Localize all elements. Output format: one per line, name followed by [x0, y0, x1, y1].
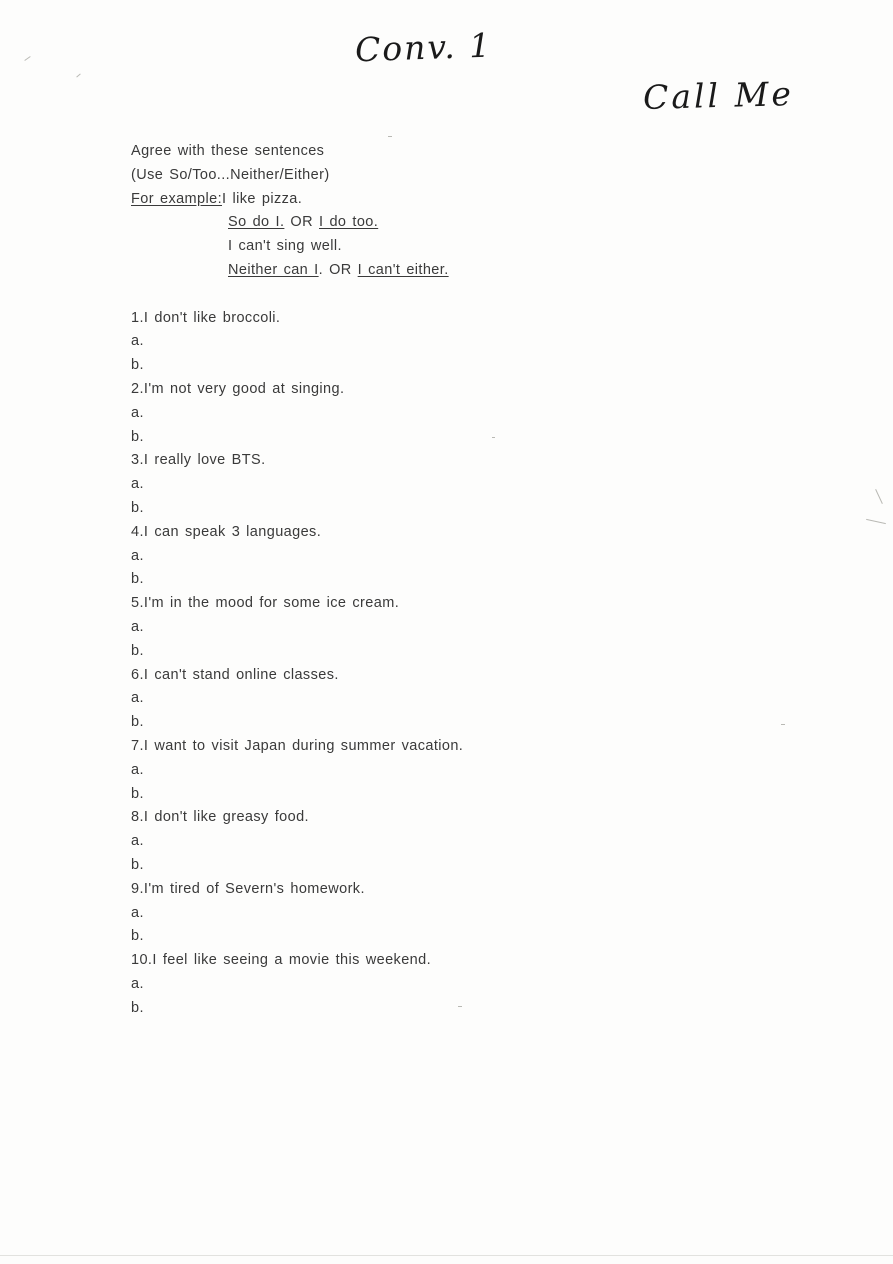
- example-sentence: I like pizza.: [222, 190, 303, 207]
- question-number: 10.: [131, 952, 153, 969]
- answer-line-b[interactable]: b.: [131, 642, 144, 659]
- question-text: [131, 664, 751, 688]
- answer-line-a[interactable]: a.: [131, 404, 144, 421]
- question-body: I can't stand online classes.: [143, 666, 339, 683]
- instruction-line-1: Agree with these sentences: [131, 143, 325, 159]
- question-number: 3.: [131, 452, 144, 469]
- answer-line-a[interactable]: a.: [131, 476, 144, 493]
- question-number: 1.: [131, 309, 144, 326]
- question-body: I don't like broccoli.: [143, 309, 281, 326]
- question-number: 6.: [131, 666, 144, 683]
- question-body: I'm tired of Severn's homework.: [143, 880, 365, 897]
- question-block: [131, 949, 751, 1020]
- page-bottom-edge: [0, 1255, 893, 1256]
- answer-line-a[interactable]: a.: [131, 547, 144, 564]
- example-label: For example:: [131, 190, 223, 207]
- answer-line-b[interactable]: b.: [131, 999, 144, 1016]
- example-answer-1-a: So do I.: [228, 214, 285, 231]
- question-text: [131, 378, 751, 402]
- question-number: 7.: [131, 737, 144, 754]
- example-answer-row-1: [131, 211, 751, 235]
- example-sentence-2: I can't sing well.: [228, 238, 342, 255]
- handwritten-title-note: Conv. 1: [354, 25, 493, 70]
- example-heading: [131, 188, 751, 212]
- stray-pencil-mark: [875, 489, 883, 504]
- answer-line-b[interactable]: b.: [131, 856, 144, 873]
- example-answer-row-2: [131, 259, 751, 283]
- question-block: [131, 664, 751, 735]
- worksheet-body: [131, 140, 751, 1020]
- answer-line-a[interactable]: a.: [131, 904, 144, 921]
- question-block: [131, 735, 751, 806]
- question-body: I don't like greasy food.: [143, 809, 309, 826]
- question-block: [131, 449, 751, 520]
- answer-line-a[interactable]: a.: [131, 690, 144, 707]
- question-number: 8.: [131, 809, 144, 826]
- question-body: I can speak 3 languages.: [143, 523, 322, 540]
- stray-pencil-mark: [388, 136, 392, 137]
- question-text: [131, 449, 751, 473]
- answer-line-a[interactable]: a.: [131, 833, 144, 850]
- answer-line-b[interactable]: b.: [131, 571, 144, 588]
- answer-line-a[interactable]: a.: [131, 761, 144, 778]
- question-number: 5.: [131, 595, 144, 612]
- stray-pencil-mark: [24, 56, 30, 61]
- question-body: I'm not very good at singing.: [143, 380, 345, 397]
- example-answer-2-mid: . OR: [318, 261, 358, 278]
- answer-line-b[interactable]: b.: [131, 357, 144, 374]
- example-answer-2-b: I can't either.: [357, 261, 449, 278]
- question-number: 4.: [131, 523, 144, 540]
- question-text: [131, 878, 751, 902]
- answer-line-b[interactable]: b.: [131, 714, 144, 731]
- stray-pencil-mark: [781, 724, 785, 725]
- question-number: 9.: [131, 880, 144, 897]
- question-block: [131, 521, 751, 592]
- answer-line-a[interactable]: a.: [131, 333, 144, 350]
- question-body: I'm in the mood for some ice cream.: [143, 595, 400, 612]
- question-block: [131, 806, 751, 877]
- question-text: [131, 735, 751, 759]
- question-block: [131, 878, 751, 949]
- question-number: 2.: [131, 380, 144, 397]
- question-text: [131, 949, 751, 973]
- answer-line-b[interactable]: b.: [131, 785, 144, 802]
- question-block: [131, 378, 751, 449]
- question-block: [131, 307, 751, 378]
- question-text: [131, 521, 751, 545]
- question-body: I feel like seeing a movie this weekend.: [152, 952, 432, 969]
- question-text: [131, 307, 751, 331]
- question-list: [131, 307, 751, 1021]
- question-text: [131, 592, 751, 616]
- answer-line-b[interactable]: b.: [131, 499, 144, 516]
- question-body: I really love BTS.: [143, 452, 266, 469]
- example-answer-1-or: OR: [284, 214, 319, 231]
- answer-line-b[interactable]: b.: [131, 428, 144, 445]
- answer-line-a[interactable]: a.: [131, 618, 144, 635]
- handwritten-name-note: Call Me: [642, 74, 795, 117]
- question-body: I want to visit Japan during summer vacation.: [143, 737, 464, 754]
- question-text: [131, 806, 751, 830]
- answer-line-a[interactable]: a.: [131, 975, 144, 992]
- question-block: [131, 592, 751, 663]
- section-spacer: [131, 283, 751, 307]
- example-answer-2-a: Neither can I: [228, 261, 319, 278]
- stray-pencil-mark: [866, 519, 886, 524]
- example-answer-1-b: I do too.: [319, 214, 379, 231]
- answer-line-b[interactable]: b.: [131, 928, 144, 945]
- stray-pencil-mark: [76, 74, 80, 78]
- instruction-line-2: (Use So/Too...Neither/Either): [131, 166, 330, 183]
